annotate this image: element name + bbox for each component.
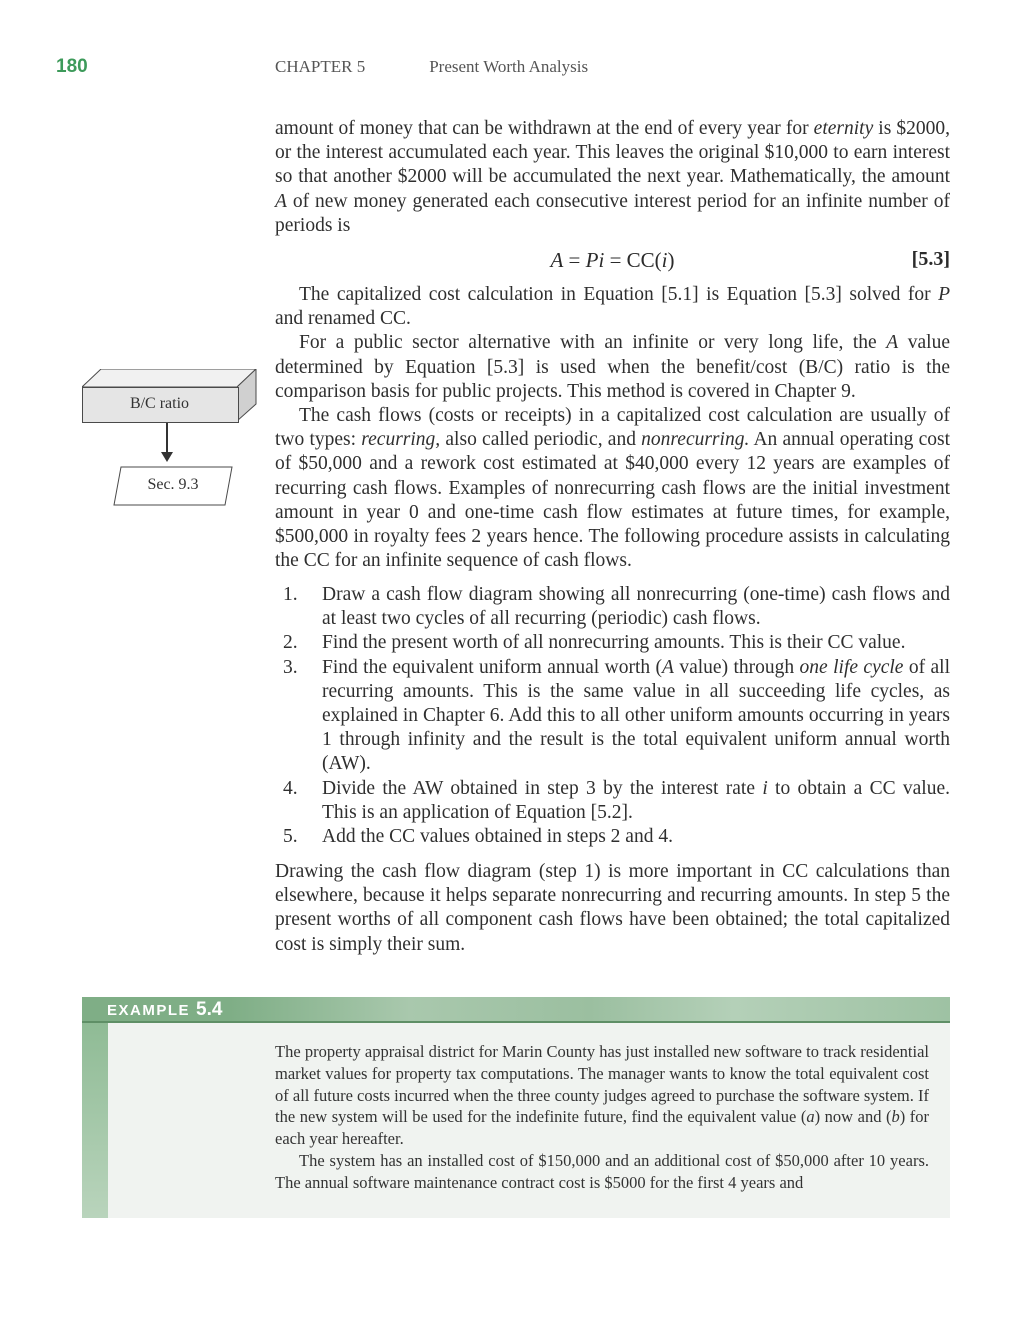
italic-term: eternity bbox=[813, 118, 874, 139]
text-run: of new money generated each consecutive interest period for an infinite number of periods is bbox=[275, 190, 950, 236]
list-number: 5. bbox=[283, 826, 298, 848]
flowchart-label-bc-ratio: B/C ratio bbox=[129, 395, 190, 412]
paragraph-intro bbox=[275, 117, 950, 238]
example-paragraph: The system has an installed cost of $150,000 and an additional cost of $50,000 after 10 years. The annual software maintenance contract cost is $5000 for the first 4 years and bbox=[275, 1150, 929, 1192]
list-item bbox=[283, 656, 950, 777]
text-run: ) now and ( bbox=[814, 1107, 892, 1127]
list-number: 4. bbox=[283, 777, 298, 799]
list-number: 1. bbox=[283, 584, 298, 605]
text-run: and renamed CC. bbox=[275, 308, 411, 330]
chapter-label: CHAPTER 5 bbox=[275, 57, 366, 76]
box-3d-top bbox=[82, 369, 257, 388]
example-text bbox=[275, 1041, 929, 1194]
text-run: amount of money that can be withdrawn at the end of every year for bbox=[275, 118, 814, 139]
procedure-list bbox=[283, 583, 950, 849]
text-run: For a public sector alternative with an infinite or very long life, the bbox=[299, 332, 887, 354]
text-run: to obtain a CC value. This is an application of Equation [5.2]. bbox=[322, 777, 950, 823]
equation bbox=[275, 248, 950, 273]
italic-variable: P bbox=[938, 284, 950, 305]
italic-term: recurring, bbox=[361, 429, 441, 451]
paragraph-summary: Drawing the cash flow diagram (step 1) is more important in CC calculations than elsewhere, because it helps separate nonrecurring and recurring amounts. In step 5 the present worths of all component cash flows have been obtained; the total capitalized cost is simply their sum. bbox=[275, 861, 950, 955]
list-item bbox=[283, 825, 950, 849]
flowchart-arrow-line bbox=[166, 423, 168, 455]
text-run: Draw a cash flow diagram showing all nonrecurring (one-time) cash flows and at least two cycles of all recurring (periodic) cash flows. bbox=[322, 584, 950, 630]
italic-letter: b bbox=[891, 1107, 900, 1127]
italic-letter: a bbox=[806, 1107, 815, 1127]
page-number: 180 bbox=[56, 56, 88, 77]
eq-cc: = CC( bbox=[604, 248, 662, 272]
paragraph-public-sector bbox=[275, 331, 950, 404]
text-run: value) through bbox=[673, 656, 800, 678]
eq-paren: ) bbox=[667, 248, 675, 272]
running-head bbox=[275, 57, 588, 77]
list-item bbox=[283, 631, 950, 655]
arrow-down-icon bbox=[161, 452, 173, 462]
text-run: Find the equivalent uniform annual worth ( bbox=[322, 656, 663, 678]
text-run: value determined by Equation [5.3] is used when the benefit/cost (B/C) ratio is the comparison basis for public projects. This method is covered in Chapter 9. bbox=[275, 332, 950, 402]
paragraph-block bbox=[275, 283, 950, 573]
equation-row bbox=[275, 248, 950, 274]
example-number: 5.4 bbox=[196, 999, 223, 1020]
italic-variable: i bbox=[762, 777, 768, 799]
text-run: The cash flows (costs or receipts) in a capitalized cost calculation are usually of two types: bbox=[275, 405, 950, 451]
text-run: The property appraisal district for Marin County has just installed new software to track residential market values for property tax computations. The manager wants to know the total equivalent cost of all future costs incurred when the three county judges agreed to purchase the software system. If the new system will be used for the indefinite future, find the equivalent value ( bbox=[275, 1042, 929, 1127]
list-item bbox=[283, 583, 950, 631]
flowchart-label-section: Sec. 9.3 bbox=[147, 476, 199, 493]
list-number: 2. bbox=[283, 632, 298, 654]
list-number: 3. bbox=[283, 656, 298, 678]
text-run: of all recurring amounts. This is the same value in all succeeding life cycles, as explained in Chapter 6. Add this to all other uniform amounts occurring in years 1 through infinity and the result is the total equivalent uniform annual worth (AW). bbox=[322, 656, 951, 775]
equation-number: [5.3] bbox=[911, 248, 950, 270]
example-side-strip bbox=[82, 1023, 108, 1218]
eq-var-a: A bbox=[550, 248, 564, 272]
eq-var-i: i bbox=[598, 248, 605, 272]
example-label bbox=[107, 999, 222, 1021]
text-run: The capitalized cost calculation in Equation [5.1] is Equation [5.3] solved for bbox=[299, 284, 939, 305]
eq-var-p: P bbox=[585, 248, 599, 272]
text-run: Find the present worth of all nonrecurring amounts. This is their CC value. bbox=[322, 632, 906, 654]
text-run: An annual operating cost of $50,000 and a rework cost estimated at $40,000 every 12 years are examples of recurring cash flows. Examples of nonrecurring cash flows are the initial investment amount in year 0 and one-time cash flow estimates at future times, for example, $500,000 in royalty fees 2 years hence. The following procedure assists in calculating the CC for an infinite sequence of cash flows. bbox=[275, 429, 950, 572]
list-item bbox=[283, 777, 950, 825]
italic-variable: A bbox=[886, 332, 899, 354]
example-paragraph bbox=[275, 1041, 929, 1150]
box-3d-side bbox=[237, 369, 257, 422]
eq-sign: = bbox=[563, 248, 586, 272]
italic-term: one life cycle bbox=[799, 656, 904, 678]
text-run: ) for each year hereafter. bbox=[275, 1107, 930, 1149]
example-header-texture bbox=[230, 997, 950, 1021]
text-run: Divide the AW obtained in step 3 by the interest rate bbox=[322, 777, 763, 799]
text-run: is $2000, or the interest accumulated each year. This leaves the original $10,000 to earn interest so that another $2000 will be accumulated the next year. Mathematically, the amount bbox=[275, 118, 950, 188]
italic-variable: A bbox=[662, 656, 674, 678]
italic-term: nonrecurring. bbox=[641, 429, 750, 451]
example-word: EXAMPLE bbox=[107, 1002, 191, 1019]
italic-variable: A bbox=[275, 190, 287, 212]
text-run: Add the CC values obtained in steps 2 and 4. bbox=[322, 826, 673, 848]
eq-var-i2: i bbox=[661, 248, 668, 272]
paragraph-cash-flows bbox=[275, 404, 950, 573]
section-title: Present Worth Analysis bbox=[429, 57, 589, 76]
paragraph-capitalized bbox=[275, 283, 950, 331]
text-run: also called periodic, and bbox=[440, 429, 642, 451]
